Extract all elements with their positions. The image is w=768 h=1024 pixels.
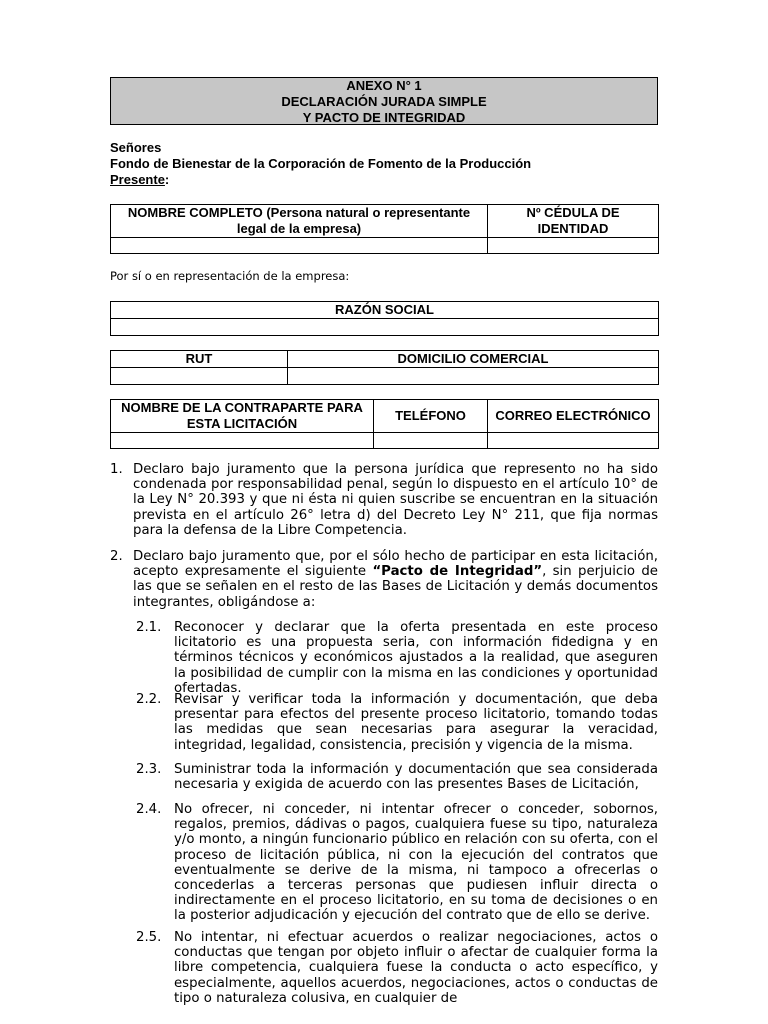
contact-name-field[interactable] — [111, 433, 374, 449]
subitem-text: No intentar, ni efectuar acuerdos o realizar negociaciones, actos o conductas que tengan por objeto influir o afectar de cualquier forma la libre competencia, cualquiera fuese la conducta o acto específico, y especialmente, aquellos acuerdos, negociaciones, actos o conductas de tipo o naturaleza colusiva, en cualquier de — [174, 930, 658, 1006]
header-phone: TELÉFONO — [374, 400, 488, 433]
subitem-2-5 — [136, 930, 658, 1006]
item-number: 1. — [110, 462, 123, 477]
annex-title: DECLARACIÓN JURADA SIMPLE — [281, 94, 487, 109]
commercial-address-field[interactable] — [288, 368, 659, 385]
identity-table — [110, 204, 659, 254]
header-id-number: Nº CÉDULA DE IDENTIDAD — [488, 205, 659, 238]
header-commercial-address: DOMICILIO COMERCIAL — [288, 351, 659, 368]
header-rut: RUT — [111, 351, 288, 368]
header-full-name: NOMBRE COMPLETO (Persona natural o representante legal de la empresa) — [111, 205, 488, 238]
representation-intro: Por sí o en representación de la empresa: — [110, 269, 350, 283]
header-company-name: RAZÓN SOCIAL — [111, 302, 659, 319]
header-contact-name: NOMBRE DE LA CONTRAPARTE PARA ESTA LICITACIÓN — [111, 400, 374, 433]
subitem-number: 2.5. — [136, 930, 162, 945]
subitem-2-1 — [136, 620, 658, 696]
addressee-block — [110, 140, 531, 188]
phone-field[interactable] — [374, 433, 488, 449]
email-field[interactable] — [488, 433, 659, 449]
header-email: CORREO ELECTRÓNICO — [488, 400, 659, 433]
integrity-pact-label: “Pacto de Integridad” — [372, 564, 543, 580]
item-text — [133, 549, 658, 610]
subitem-number: 2.2. — [136, 692, 162, 707]
declaration-item-2 — [110, 549, 658, 610]
subitem-text: Revisar y verificar toda la información y documentación, que deba presentar para efectos del presente proceso licitatorio, tomando todas las medidas que sean necesarias para asegurar la veracidad, integridad, legalidad, consistencia, precisión y vigencia de la misma. — [174, 692, 658, 753]
presente-colon: : — [164, 172, 170, 187]
subitem-text: No ofrecer, ni conceder, ni intentar ofrecer o conceder, sobornos, regalos, premios, dádivas o pagos, cualquiera fuese su tipo, naturaleza y/o monto, a ningún funcionario público en relación con su oferta, con el proceso de licitación pública, ni con la ejecución del contratos que eventualmente se derive de la misma, ni tampoco a ofrecerlas o concederlas a terceras personas que pudiesen influir directa o indirectamente en el proceso licitatorio, en su toma de decisiones o en la posterior adjudicación y ejecución del contrato que de ello se derive. — [174, 802, 658, 924]
rut-address-table — [110, 350, 659, 385]
annex-number: ANEXO N° 1 — [346, 78, 422, 93]
full-name-field[interactable] — [111, 238, 488, 254]
subitem-2-4 — [136, 802, 658, 924]
salutation: Señores — [110, 140, 162, 155]
item-number: 2. — [110, 549, 123, 564]
declaration-item-1 — [110, 462, 658, 538]
subitem-number: 2.4. — [136, 802, 162, 817]
item-text-before: Declaro bajo juramento que, por el sólo hecho de participar en esta licitación, acepto expresamente el siguiente — [133, 549, 658, 580]
annex-subtitle: Y PACTO DE INTEGRIDAD — [302, 110, 466, 125]
presente-line — [110, 172, 531, 188]
recipient-organization: Fondo de Bienestar de la Corporación de Fomento de la Producción — [110, 156, 532, 171]
item-text-after: , sin perjuicio de las que se señalen en el resto de las Bases de Licitación y demás documentos integrantes, obligándose a: — [133, 564, 658, 610]
presente-label: Presente — [110, 172, 165, 187]
annex-header — [110, 77, 658, 125]
subitem-number: 2.3. — [136, 762, 162, 777]
subitem-text: Suministrar toda la información y documentación que sea considerada necesaria y exigida de acuerdo con las presentes Bases de Licitación, — [174, 762, 658, 793]
subitem-2-3 — [136, 762, 658, 792]
subitem-text: Reconocer y declarar que la oferta presentada en este proceso licitatorio es una propuesta seria, con información fidedigna y en términos técnicos y económicos ajustados a la realidad, que aseguren la posibilidad de cumplir con la misma en las condiciones y oportunidad ofertadas. — [174, 620, 658, 696]
company-name-table — [110, 301, 659, 336]
subitem-2-2 — [136, 692, 658, 753]
contact-table — [110, 399, 659, 449]
company-name-field[interactable] — [111, 319, 659, 336]
id-number-field[interactable] — [488, 238, 659, 254]
subitem-number: 2.1. — [136, 620, 162, 635]
rut-field[interactable] — [111, 368, 288, 385]
item-text: Declaro bajo juramento que la persona jurídica que represento no ha sido condenada por responsabilidad penal, según lo dispuesto en el artículo 10° de la Ley N° 20.393 y que ni ésta ni quien suscribe se encuentran en la situación prevista en el artículo 26° letra d) del Decreto Ley N° 211, que fija normas para la defensa de la Libre Competencia. — [133, 462, 658, 538]
